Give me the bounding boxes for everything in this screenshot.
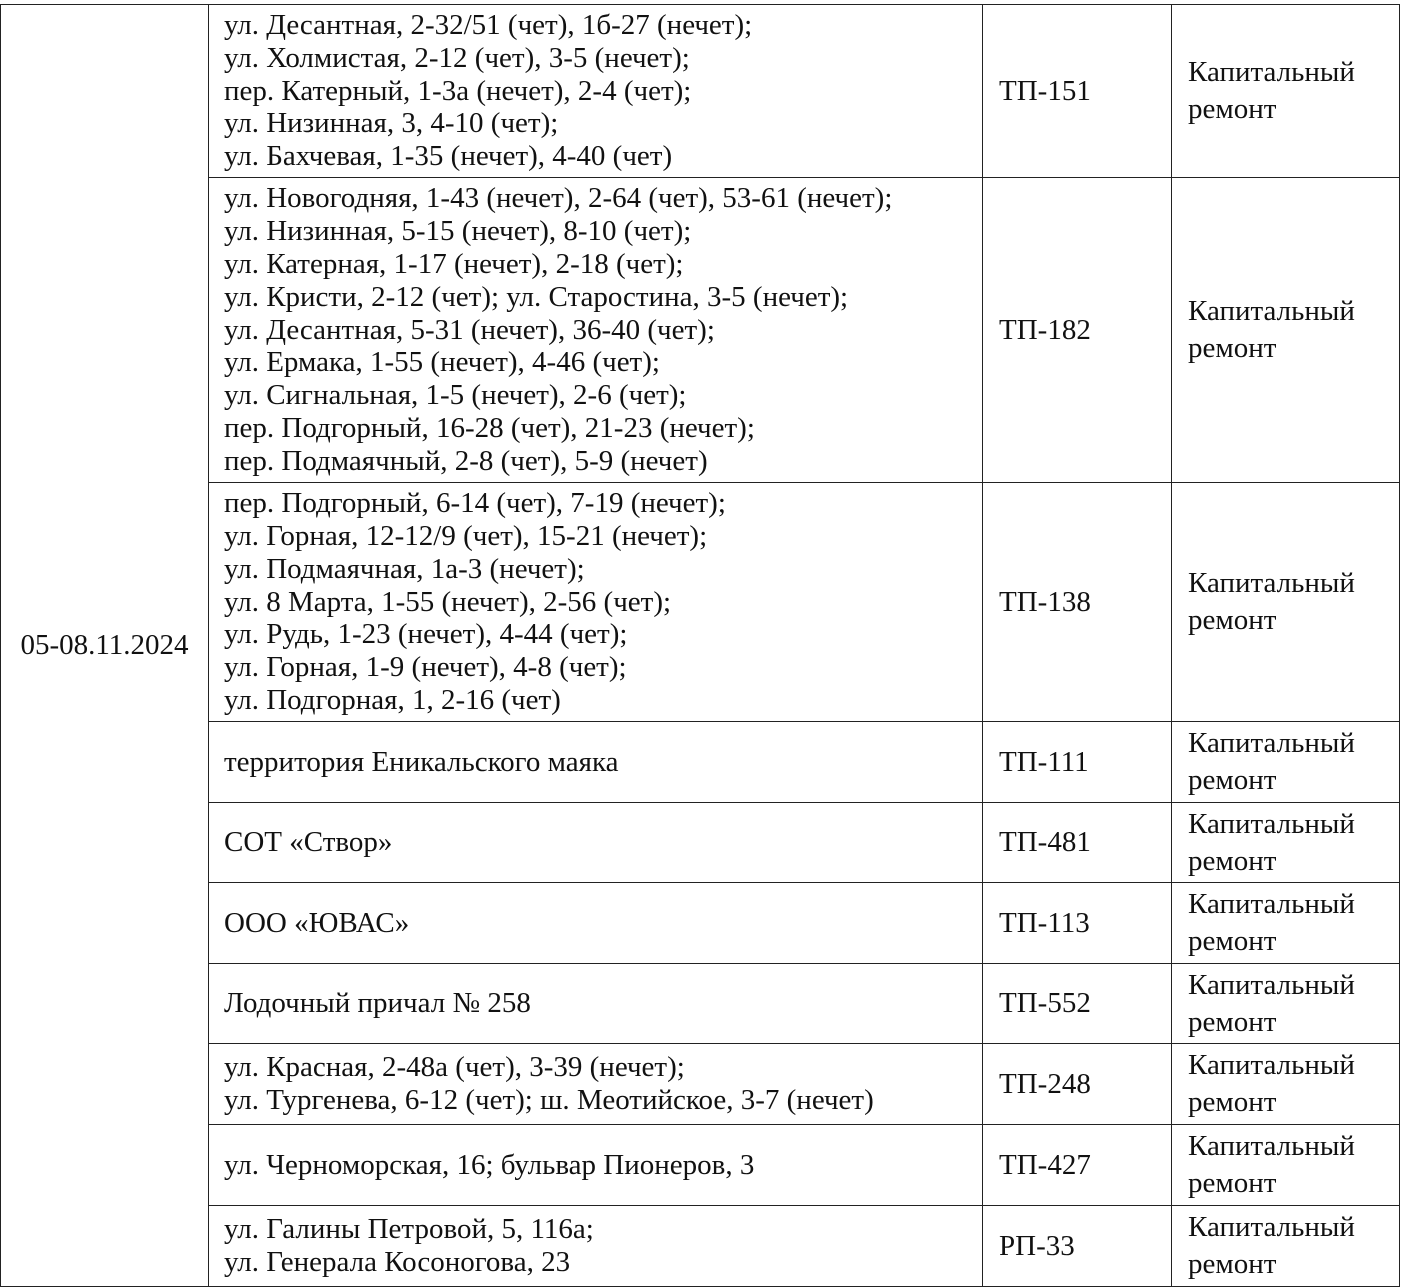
table-row — [1, 1206, 1400, 1287]
address-line: ул. Бахчевая, 1-35 (нечет), 4-40 (чет) — [224, 140, 673, 173]
substation-cell: ТП-481 — [983, 803, 1172, 883]
address-line: ул. Новогодняя, 1-43 (нечет), 2-64 (чет), 53-61 (нечет); — [224, 182, 893, 215]
work-type-line: Капитальный — [1188, 968, 1355, 1001]
work-type-cell — [1172, 803, 1400, 883]
work-type-line: ремонт — [1188, 1005, 1277, 1038]
address-line: ул. Горная, 1-9 (нечет), 4-8 (чет); — [224, 651, 627, 684]
table-row — [1, 1125, 1400, 1206]
address-cell — [209, 803, 983, 883]
work-type-line: Капитальный — [1188, 567, 1355, 599]
work-type-line: ремонт — [1188, 93, 1277, 125]
address-line: ул. Горная, 12-12/9 (чет), 15-21 (нечет); — [224, 520, 708, 552]
work-type-line: Капитальный — [1188, 888, 1355, 920]
address-line: пер. Подгорный, 6-14 (чет), 7-19 (нечет); — [224, 487, 726, 520]
work-type-line: ремонт — [1188, 604, 1277, 636]
table-row — [1, 483, 1400, 722]
substation-cell: ТП-552 — [983, 964, 1172, 1044]
work-type-cell — [1172, 883, 1400, 964]
outage-schedule-table — [0, 4, 1400, 1287]
address-line: ул. Десантная, 2-32/51 (чет), 1б-27 (нечет); — [224, 9, 753, 41]
work-type-cell — [1172, 1125, 1400, 1206]
address-cell — [209, 964, 983, 1044]
work-type-line: ремонт — [1188, 1248, 1277, 1280]
address-line: ул. Ермака, 1-55 (нечет), 4-46 (чет); — [224, 346, 660, 379]
substation-cell: ТП-427 — [983, 1125, 1172, 1206]
address-line: ул. Рудь, 1-23 (нечет), 4-44 (чет); — [224, 618, 628, 651]
table-row — [1, 178, 1400, 483]
substation-cell: ТП-138 — [983, 483, 1172, 722]
substation-cell: ТП-151 — [983, 5, 1172, 178]
address-cell — [209, 883, 983, 964]
work-type-cell — [1172, 1206, 1400, 1287]
work-type-line: Капитальный — [1188, 56, 1355, 88]
address-line: ул. Холмистая, 2-12 (чет), 3-5 (нечет); — [224, 41, 690, 74]
work-type-cell — [1172, 483, 1400, 722]
address-cell — [209, 722, 983, 803]
address-cell — [209, 1206, 983, 1287]
date-cell: 05-08.11.2024 — [1, 5, 209, 1287]
address-line: ул. Подмаячная, 1а-3 (нечет); — [224, 552, 585, 585]
work-type-cell — [1172, 1044, 1400, 1125]
address-line: ул. Подгорная, 1, 2-16 (чет) — [224, 683, 561, 716]
substation-cell: ТП-111 — [983, 722, 1172, 803]
address-cell — [209, 1044, 983, 1125]
address-line: ул. Катерная, 1-17 (нечет), 2-18 (чет); — [224, 248, 684, 280]
table-row — [1, 803, 1400, 883]
address-line: СОТ «Створ» — [224, 826, 393, 859]
address-line: пер. Катерный, 1-3а (нечет), 2-4 (чет); — [224, 74, 692, 107]
address-cell — [209, 5, 983, 178]
address-line: ул. Низинная, 3, 4-10 (чет); — [224, 107, 559, 140]
work-type-line: Капитальный — [1188, 295, 1355, 327]
work-type-cell — [1172, 178, 1400, 483]
address-line: ул. Десантная, 5-31 (нечет), 36-40 (чет); — [224, 313, 715, 346]
address-line: ул. Низинная, 5-15 (нечет), 8-10 (чет); — [224, 215, 692, 248]
address-line: ул. 8 Марта, 1-55 (нечет), 2-56 (чет); — [224, 585, 672, 618]
work-type-cell — [1172, 722, 1400, 803]
work-type-line: Капитальный — [1188, 1049, 1355, 1081]
address-cell — [209, 483, 983, 722]
work-type-line: ремонт — [1188, 844, 1277, 877]
work-type-line: ремонт — [1188, 1086, 1277, 1118]
address-line: Лодочный причал № 258 — [224, 987, 531, 1020]
address-line: территория Еникальского маяка — [224, 745, 619, 778]
table-row — [1, 722, 1400, 803]
table-row — [1, 5, 1400, 178]
address-cell — [209, 1125, 983, 1206]
table-row — [1, 883, 1400, 964]
address-line: ООО «ЮВАС» — [224, 906, 410, 939]
address-line: ул. Тургенева, 6-12 (чет); ш. Меотийское, 3-7 (нечет) — [224, 1084, 874, 1116]
work-type-line: ремонт — [1188, 925, 1277, 957]
address-line: ул. Генерала Косоногова, 23 — [224, 1246, 571, 1278]
work-type-line: Капитальный — [1188, 807, 1355, 840]
work-type-cell — [1172, 964, 1400, 1044]
address-line: ул. Красная, 2-48а (чет), 3-39 (нечет); — [224, 1051, 685, 1084]
address-line: ул. Кристи, 2-12 (чет); ул. Старостина, 3-5 (нечет); — [224, 280, 849, 313]
work-type-line: ремонт — [1188, 764, 1277, 796]
address-line: пер. Подгорный, 16-28 (чет), 21-23 (нечет); — [224, 411, 755, 444]
address-line: пер. Подмаячный, 2-8 (чет), 5-9 (нечет) — [224, 444, 708, 477]
work-type-line: ремонт — [1188, 332, 1277, 364]
table-row — [1, 1044, 1400, 1125]
substation-cell: РП-33 — [983, 1206, 1172, 1287]
substation-cell: ТП-113 — [983, 883, 1172, 964]
schedule-body — [1, 5, 1400, 1287]
address-line: ул. Галины Петровой, 5, 116а; — [224, 1213, 594, 1246]
address-cell — [209, 178, 983, 483]
address-line: ул. Черноморская, 16; бульвар Пионеров, 3 — [224, 1148, 755, 1181]
substation-cell: ТП-182 — [983, 178, 1172, 483]
work-type-line: Капитальный — [1188, 1211, 1355, 1243]
work-type-cell — [1172, 5, 1400, 178]
work-type-line: Капитальный — [1188, 727, 1355, 759]
substation-cell: ТП-248 — [983, 1044, 1172, 1125]
work-type-line: Капитальный — [1188, 1130, 1355, 1162]
address-line: ул. Сигнальная, 1-5 (нечет), 2-6 (чет); — [224, 379, 687, 412]
table-row — [1, 964, 1400, 1044]
work-type-line: ремонт — [1188, 1167, 1277, 1199]
